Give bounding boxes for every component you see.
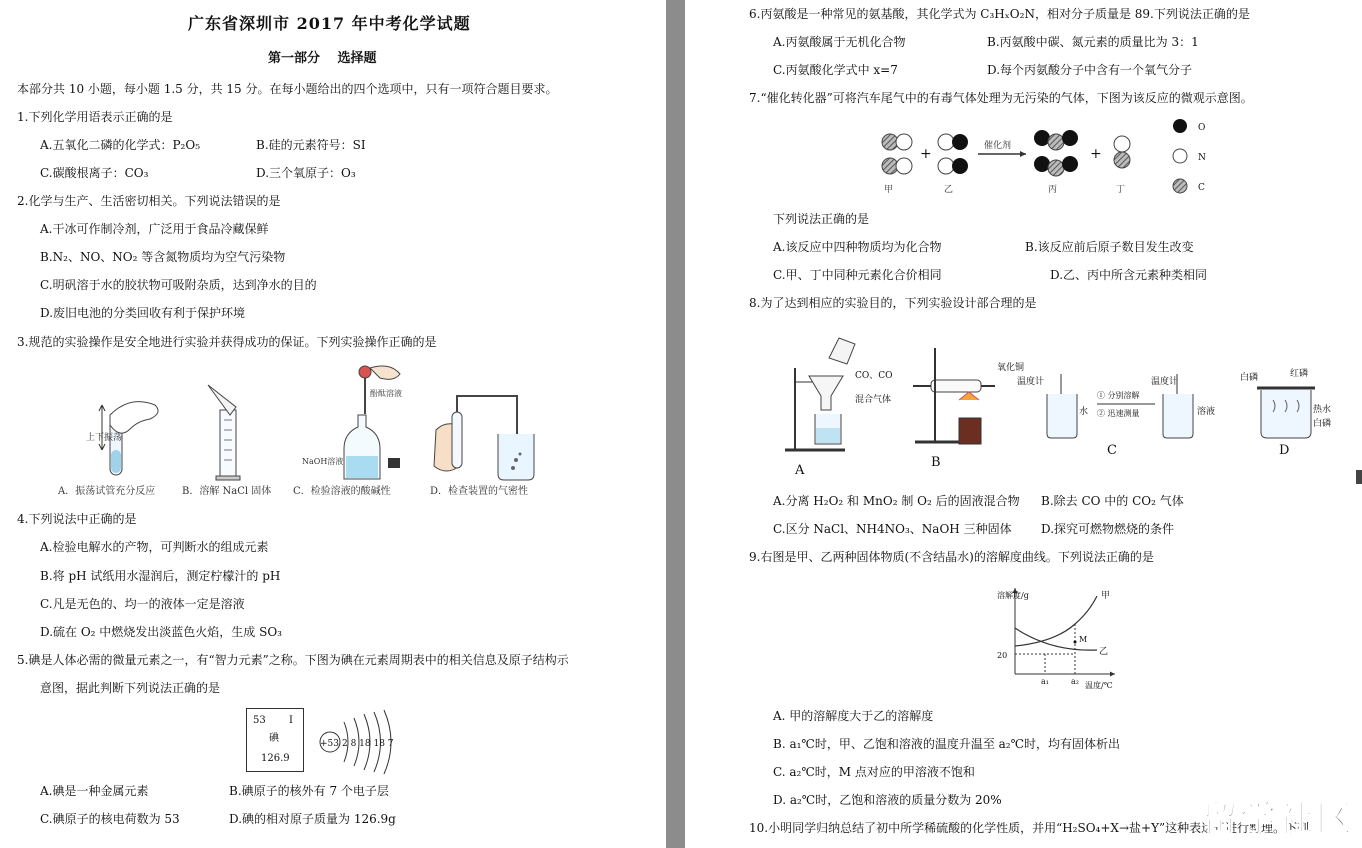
q4-option-b: B.将 pH 试纸用水湿润后，测定柠檬汁的 pH	[40, 569, 281, 583]
intro-text: 本部分共 10 小题，每小题 1.5 分，共 15 分。在每小题给出的四个选项中，只有一项符合题目要求。	[17, 82, 558, 96]
right-page	[685, 0, 1362, 848]
q2-option-a: A.干冰可作制冷剂，广泛用于食品冷藏保鲜	[40, 222, 269, 236]
q8-fig-label-c: C	[1107, 443, 1117, 458]
scrollbar-thumb[interactable]	[1356, 470, 1362, 484]
q1-stem: 1.下列化学用语表示正确的是	[17, 110, 173, 124]
iodine-atomic-mass: 126.9	[261, 753, 290, 764]
q6-option-a: A.丙氨酸属于无机化合物	[773, 35, 906, 49]
legend-o-circle	[1173, 119, 1187, 133]
q8-figure-c	[1017, 374, 1215, 458]
q8-step1-label: ① 分别溶解	[1097, 391, 1140, 400]
q4-option-d: D.硫在 O₂ 中燃烧发出淡蓝色火焰，生成 SO₃	[40, 625, 282, 639]
q8-option-a: A.分离 H₂O₂ 和 MnO₂ 制 O₂ 后的固液混合物	[773, 494, 1020, 508]
q7-option-b: B.该反应前后原子数目发生改变	[1025, 240, 1194, 254]
q7-option-d: D.乙、丙中所含元素种类相同	[1050, 268, 1208, 282]
label-jia: 甲	[884, 185, 894, 195]
legend-c: C	[1198, 183, 1205, 193]
q2-option-b: B.N₂、NO、NO₂ 等含氮物质均为空气污染物	[40, 250, 286, 264]
solubility-graph	[995, 584, 1125, 694]
q4-stem: 4.下列说法中正确的是	[17, 512, 137, 526]
q8-stem: 8.为了达到相应的实验目的，下列实验设计部合理的是	[749, 296, 1037, 310]
q8-figure-d	[1240, 367, 1331, 458]
q7-sub-stem: 下列说法正确的是	[773, 212, 870, 226]
iodine-atom-structure	[318, 706, 398, 776]
q5-stem-line1: 5.碘是人体必需的微量元素之一，有“智力元素”之称。下图为碘在元素周期表中的相关信息及原子结构示	[17, 653, 569, 667]
q8-step2-label: ② 迅速测量	[1097, 409, 1140, 418]
q2-stem: 2.化学与生产、生活密切相关。下列说法错误的是	[17, 194, 281, 208]
q8-hot-water-label: 热水	[1313, 405, 1332, 415]
iodine-name: 碘	[269, 733, 279, 744]
q9-option-a: A. 甲的溶解度大于乙的溶解度	[773, 709, 934, 723]
part-heading: 第一部分 选择题	[268, 51, 377, 66]
legend-o: O	[1198, 123, 1206, 133]
q6-option-b: B.丙氨酸中碳、氮元素的质量比为 3：1	[987, 35, 1199, 49]
graph-x-tick-a1: a₁	[1041, 677, 1049, 686]
q7-plus-2: +	[1090, 146, 1102, 162]
q3-naoh-label: NaOH溶液	[302, 457, 344, 466]
q3-caption-d: D．检查装置的气密性	[430, 486, 529, 497]
q8-fig-label-b: B	[931, 455, 941, 470]
q8-white-p2-label: 白磷	[1313, 419, 1332, 429]
graph-point-m: M	[1079, 635, 1088, 644]
molecule-bing	[1034, 130, 1078, 176]
q8-lab-figures	[785, 328, 1355, 478]
label-ding: 丁	[1116, 185, 1126, 195]
q3-shake-label: 上下振荡	[86, 433, 123, 443]
label-yi: 乙	[944, 185, 954, 195]
q3-caption-a: A．振荡试管充分反应	[58, 486, 156, 497]
q3-indicator-label: 酚酞溶液	[370, 389, 402, 398]
q7-plus-1: +	[920, 146, 932, 162]
q8-fig-label-a: A	[795, 463, 805, 478]
q3-caption-b: B．溶解 NaCl 固体	[182, 486, 272, 497]
q10-stem: 10.小明同学归纳总结了初中所学稀硫酸的化学性质，并用“H₂SO₄+X→盐+Y”这种表达式进行整理。下列	[749, 821, 1310, 835]
q8-red-p-label: 红磷	[1290, 369, 1309, 379]
q8-option-d: D.探究可燃物燃烧的条件	[1041, 522, 1175, 536]
graph-x-tick-a2: a₂	[1071, 677, 1079, 686]
q3-figure-b	[208, 385, 240, 480]
label-bing: 丙	[1048, 185, 1058, 195]
q1-option-b: B.硅的元素符号：SI	[256, 138, 366, 152]
q4-option-c: C.凡是无色的、均一的液体一定是溶液	[40, 597, 245, 611]
q7-option-a: A.该反应中四种物质均为化合物	[773, 240, 942, 254]
graph-y-tick: 20	[997, 651, 1008, 660]
q2-option-d: D.废旧电池的分类回收有利于保护环境	[40, 306, 246, 320]
q8-white-p-label: 白磷	[1240, 373, 1259, 383]
q6-option-d: D.每个丙氨酸分子中含有一个氧气分子	[987, 63, 1193, 77]
q8-thermo-label: 温度计	[1017, 377, 1045, 387]
graph-xlabel: 温度/℃	[1085, 681, 1113, 690]
q5-option-b: B.碘原子的核外有 7 个电子层	[229, 784, 389, 798]
iodine-element-cell	[246, 708, 304, 772]
q1-option-a: A.五氧化二磷的化学式：P₂O₅	[40, 138, 201, 152]
q5-option-c: C.碘原子的核电荷数为 53	[40, 812, 180, 826]
q9-stem: 9.右图是甲、乙两种固体物质(不含结晶水)的溶解度曲线。下列说法正确的是	[749, 550, 1154, 564]
q2-option-c: C.明矾溶于水的胶状物可吸附杂质，达到净水的目的	[40, 278, 317, 292]
iodine-electron-shells: 2 8 18 18 7	[342, 739, 394, 749]
molecule-ding	[1114, 136, 1130, 168]
watermark-logo: 留学社区	[1201, 799, 1354, 840]
q8-cuo-label: 氧化铜	[997, 363, 1025, 373]
q5-option-a: A.碘是一种金属元素	[40, 784, 149, 798]
q3-lab-figures	[70, 360, 580, 490]
q8-solution-label: 溶液	[1197, 407, 1216, 417]
q8-figure-b	[855, 348, 1024, 470]
q1-option-d: D.三个氧原子：O₃	[256, 166, 356, 180]
q1-option-c: C.碳酸根离子：CO₃	[40, 166, 149, 180]
q3-figure-a	[86, 402, 158, 475]
q9-option-d: D. a₂℃时，乙饱和溶液的质量分数为 20%	[773, 793, 1002, 807]
q8-water-label: 水	[1079, 407, 1089, 417]
q8-mix-label: 混合气体	[855, 395, 892, 405]
iodine-symbol: I	[289, 715, 293, 726]
q3-figure-c	[302, 366, 402, 479]
molecule-yi	[938, 134, 968, 174]
molecule-jia	[882, 134, 912, 174]
graph-series-yi: 乙	[1099, 647, 1109, 657]
legend-n: N	[1198, 153, 1206, 163]
q4-option-a: A.检验电解水的产物，可判断水的组成元素	[40, 540, 269, 554]
q3-figure-d	[434, 396, 534, 480]
iodine-nucleus-charge: +53	[320, 739, 339, 749]
catalyst-label: 催化剂	[984, 141, 1012, 151]
q6-option-c: C.丙氨酸化学式中 x=7	[773, 63, 898, 77]
q3-stem: 3.规范的实验操作是安全地进行实验并获得成功的保证。下列实验操作正确的是	[17, 335, 437, 349]
q7-option-c: C.甲、丁中同种元素化合价相同	[773, 268, 942, 282]
exam-title: 广东省深圳市 2017 年中考化学试题	[188, 14, 471, 33]
q7-reaction-diagram	[880, 116, 1240, 196]
q6-stem: 6.丙氨酸是一种常见的氨基酸，其化学式为 C₃HₓO₂N，相对分子质量是 89.下列说法正确的是	[749, 7, 1250, 21]
left-page	[0, 0, 666, 848]
legend-c-circle	[1173, 179, 1187, 193]
graph-series-jia: 甲	[1101, 591, 1111, 601]
q7-stem: 7.“催化转化器”可将汽车尾气中的有毒气体处理为无污染的气体，下图为该反应的微观示意图。	[749, 91, 1253, 105]
q8-thermo2-label: 温度计	[1151, 377, 1179, 387]
legend-n-circle	[1173, 149, 1187, 163]
q5-stem-line2: 意图，据此判断下列说法正确的是	[40, 681, 221, 695]
q8-gas-label: CO、CO	[855, 371, 893, 381]
q8-figure-a	[785, 338, 855, 478]
q9-option-b: B. a₁℃时，甲、乙饱和溶液的温度升温至 a₂℃时，均有固体析出	[773, 737, 1121, 751]
page-gutter	[666, 0, 685, 848]
graph-ylabel: 溶解度/g	[997, 591, 1029, 600]
q5-option-d: D.碘的相对原子质量为 126.9g	[229, 812, 396, 826]
q8-fig-label-d: D	[1279, 443, 1290, 458]
iodine-atomic-number: 53	[253, 715, 266, 726]
q3-caption-c: C．检验溶液的酸碱性	[293, 486, 391, 497]
q8-option-b: B.除去 CO 中的 CO₂ 气体	[1041, 494, 1184, 508]
q8-option-c: C.区分 NaCl、NH4NO₃、NaOH 三种固体	[773, 522, 1012, 536]
q9-option-c: C. a₂℃时，M 点对应的甲溶液不饱和	[773, 765, 975, 779]
